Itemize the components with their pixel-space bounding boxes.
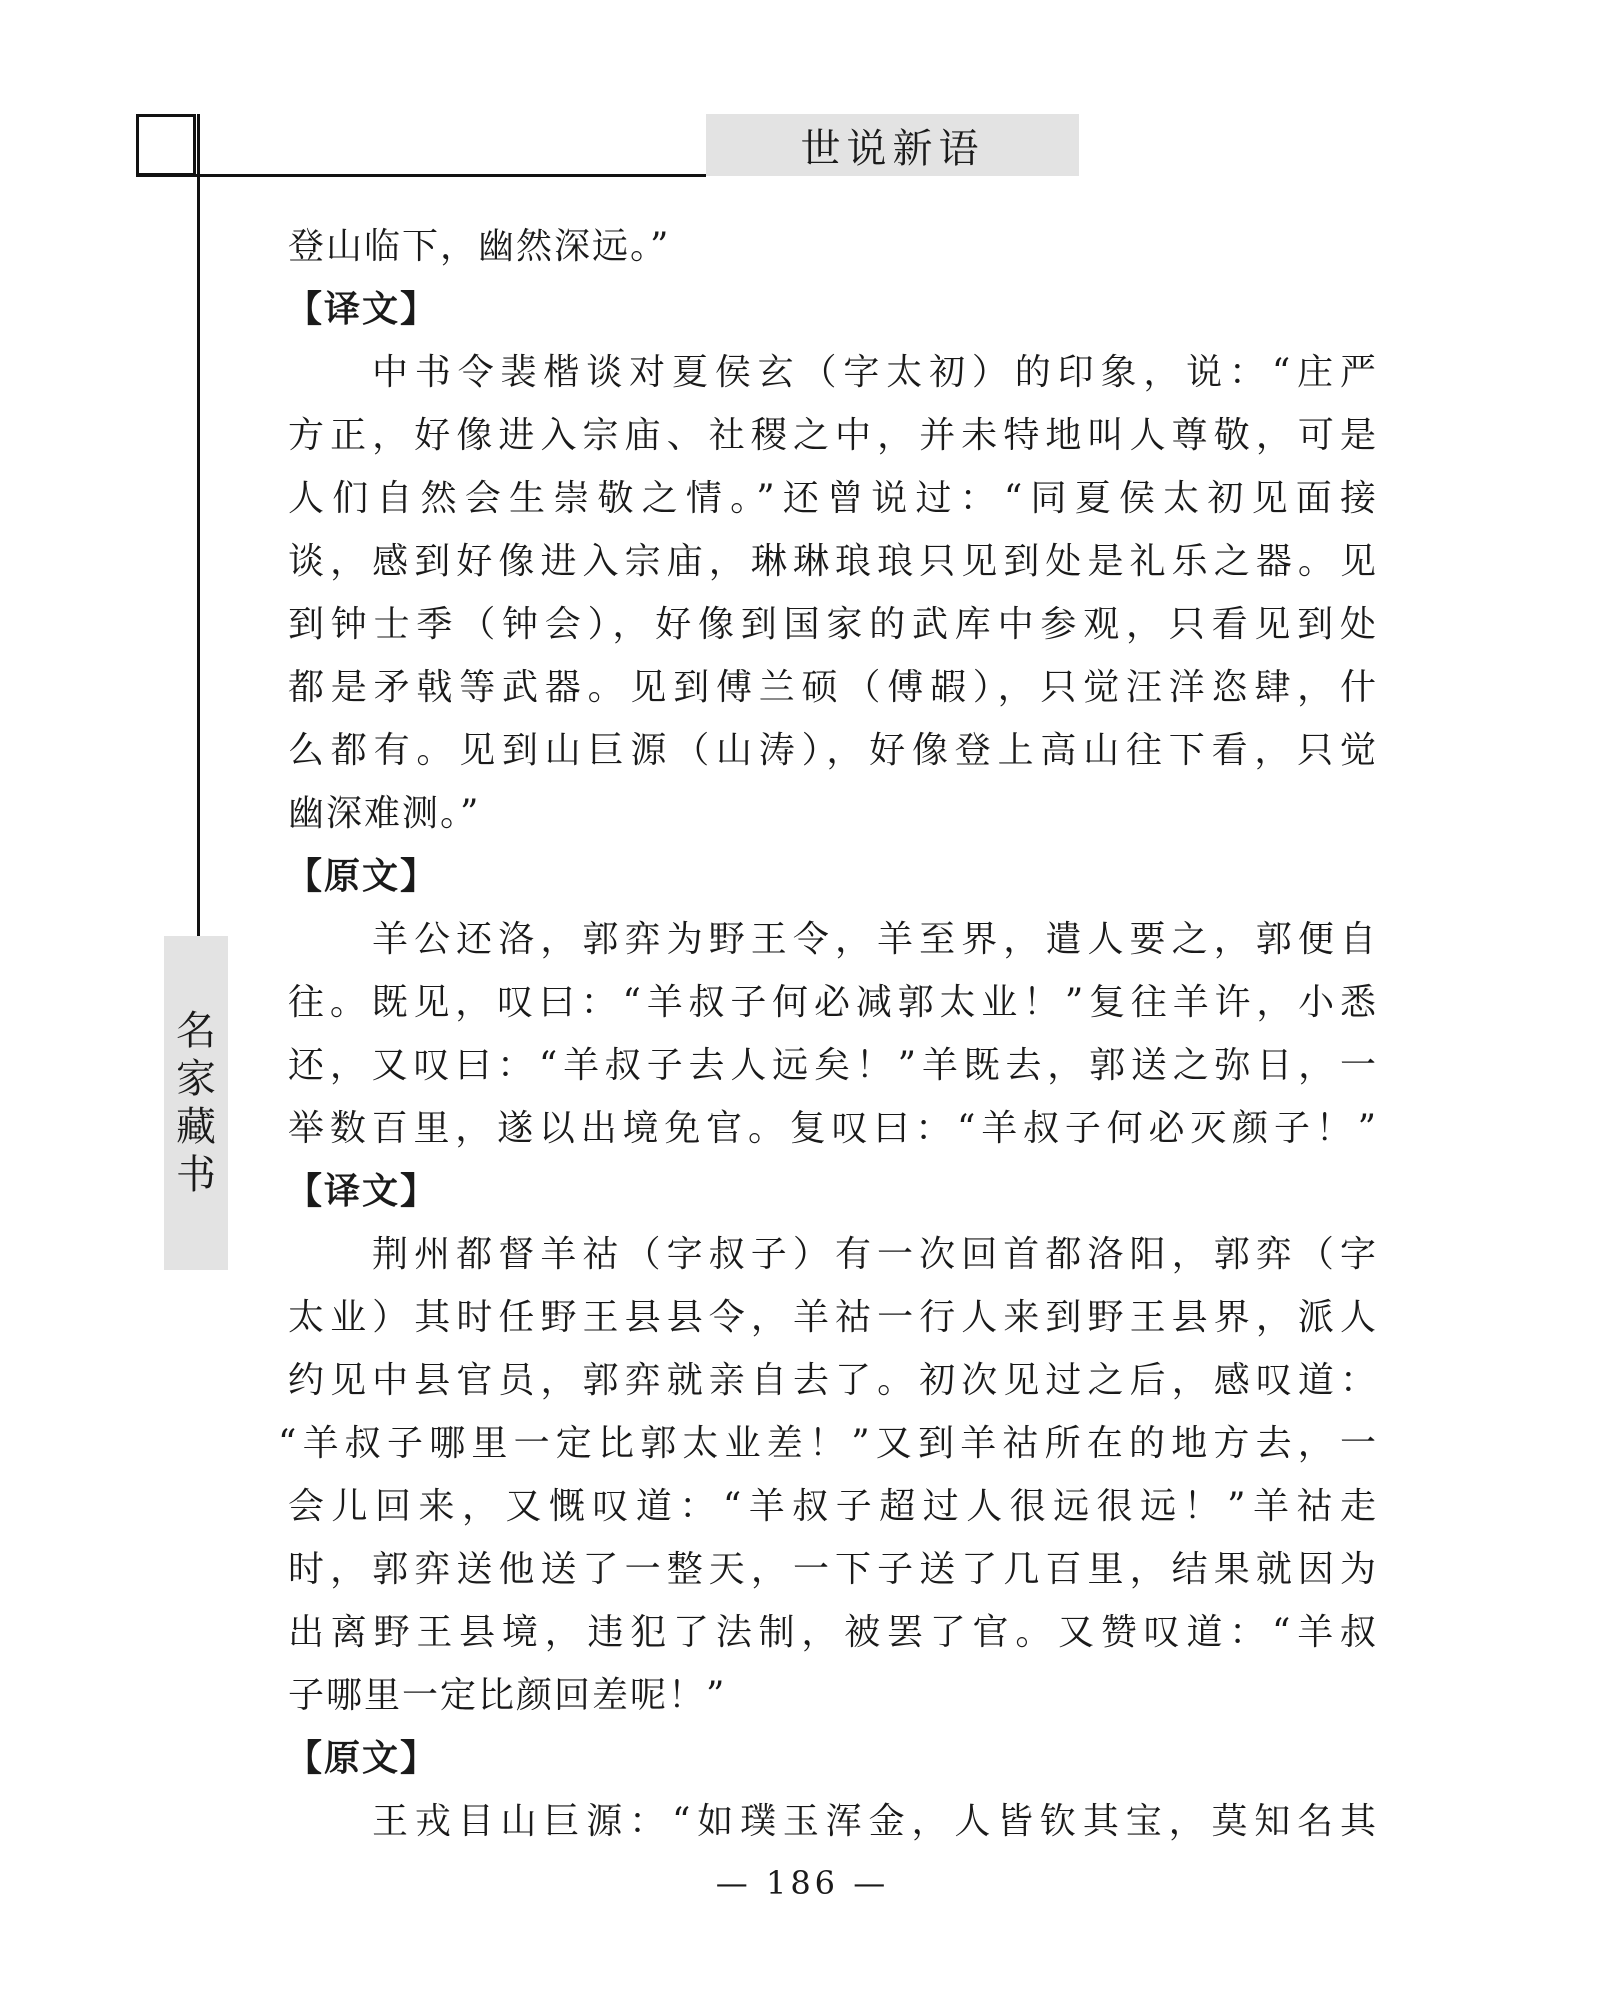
- text-line: 么都有。见到山巨源（山涛），好像登上高山往下看，只觉: [288, 730, 1378, 771]
- text-line: 方正，好像进入宗庙、社稷之中，并未特地叫人尊敬，可是: [288, 415, 1378, 456]
- text-line: 登山临下，幽然深远。”: [288, 226, 671, 267]
- side-tab: [164, 936, 228, 1270]
- text-line: 往。既见，叹曰：“羊叔子何必减郭太业！”复往羊许，小悉: [288, 982, 1378, 1023]
- header-rule: [136, 174, 706, 177]
- text-line: 谈，感到好像进入宗庙，琳琳琅琅只见到处是礼乐之器。见: [288, 541, 1378, 582]
- section-heading: 【原文】: [286, 856, 439, 897]
- text-line: 举数百里，遂以出境免官。复叹曰：“羊叔子何必灭颜子！”: [288, 1108, 1378, 1149]
- side-tab-char: 书: [176, 1152, 216, 1198]
- section-heading: 【译文】: [286, 1171, 439, 1212]
- text-line: 出离野王县境，违犯了法制，被罢了官。又赞叹道：“羊叔: [288, 1612, 1378, 1653]
- text-line: 都是矛戟等武器。见到傅兰硕（傅嘏），只觉汪洋恣肆，什: [288, 667, 1378, 708]
- text-line: 到钟士季（钟会），好像到国家的武库中参观，只看见到处: [288, 604, 1378, 645]
- text-line: 荆州都督羊祜（字叔子）有一次回首都洛阳，郭弈（字: [372, 1234, 1378, 1275]
- corner-frame-box: [136, 114, 196, 176]
- text-line: 幽深难测。”: [288, 793, 481, 834]
- text-line: 太业）其时任野王县县令，羊祜一行人来到野王县界，派人: [288, 1297, 1378, 1338]
- text-line: 人们自然会生崇敬之情。”还曾说过：“同夏侯太初见面接: [288, 478, 1378, 519]
- text-line: 子哪里一定比颜回差呢！”: [288, 1675, 727, 1716]
- text-line: 中书令裴楷谈对夏侯玄（字太初）的印象，说：“庄严: [372, 352, 1378, 393]
- section-heading: 【原文】: [286, 1738, 439, 1779]
- text-line: 时，郭弈送他送了一整天，一下子送了几百里，结果就因为: [288, 1549, 1378, 1590]
- text-line: 会儿回来，又慨叹道：“羊叔子超过人很远很远！”羊祜走: [288, 1486, 1378, 1527]
- section-heading: 【译文】: [286, 289, 439, 330]
- margin-rule: [197, 114, 200, 936]
- side-tab-char: 家: [176, 1056, 216, 1102]
- page-body: [278, 215, 1378, 1853]
- side-tab-char: 藏: [176, 1104, 216, 1150]
- book-title: 世说新语: [800, 125, 985, 172]
- running-header: [706, 114, 1079, 176]
- text-line: 还，又叹曰：“羊叔子去人远矣！”羊既去，郭送之弥日，一: [288, 1045, 1378, 1086]
- text-line: 王戎目山巨源：“如璞玉浑金，人皆钦其宝，莫知名其: [372, 1801, 1378, 1842]
- text-line: 羊公还洛，郭弈为野王令，羊至界，遣人要之，郭便自: [372, 919, 1378, 960]
- side-tab-char: 名: [176, 1008, 216, 1054]
- text-line: “羊叔子哪里一定比郭太业差！”又到羊祜所在的地方去，一: [278, 1423, 1378, 1464]
- text-line: 约见中县官员，郭弈就亲自去了。初次见过之后，感叹道：: [288, 1360, 1378, 1401]
- page-number: — 186 —: [715, 1864, 890, 1902]
